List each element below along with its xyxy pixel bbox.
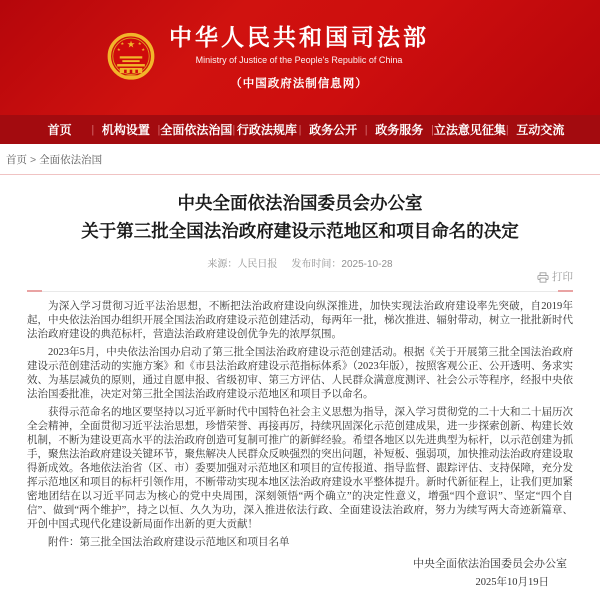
site-header <box>0 0 600 115</box>
nav-item-legislation-comments[interactable]: 立法意见征集 <box>433 123 506 137</box>
document-title <box>27 189 573 245</box>
svg-text:★: ★ <box>116 46 121 52</box>
nav-separator: | <box>91 123 95 136</box>
site-subtitle: （中国政府法制信息网） <box>230 77 368 90</box>
document-title-line1: 中央全面依法治国委员会办公室 <box>177 193 423 213</box>
ministry-title-en: Ministry of Justice of the People's Republic of China <box>195 54 403 65</box>
nav-item-home[interactable]: 首页 <box>47 123 72 137</box>
document-title-line2: 关于第三批全国法治政府建设示范地区和项目命名的决定 <box>81 221 519 241</box>
nav-item-org-setup[interactable]: 机构设置 <box>101 123 150 137</box>
signature-org: 中央全面依法治国委员会办公室 <box>413 558 567 570</box>
publish-time-label: 发布时间： <box>291 259 342 270</box>
breadcrumb-home-link[interactable]: 首页 <box>6 154 27 166</box>
nav-item-gov-open[interactable]: 政务公开 <box>309 123 358 137</box>
main-nav <box>0 115 600 144</box>
svg-text:★: ★ <box>137 40 142 46</box>
breadcrumb-separator: > <box>30 154 37 166</box>
svg-text:★: ★ <box>126 39 136 51</box>
breadcrumb-current-link[interactable]: 全面依法治国 <box>39 154 103 166</box>
nav-separator: | <box>157 123 161 136</box>
nav-item-interaction[interactable]: 互动交流 <box>516 123 565 137</box>
article-meta <box>27 255 573 270</box>
breadcrumb <box>0 144 600 175</box>
print-row <box>27 271 573 284</box>
paragraph-3: 获得示范命名的地区要坚持以习近平新时代中国特色社会主义思想为指导，深入学习贯彻党的二十大和二十届历次全会精神，全面贯彻习近平法治思想，珍惜荣誉、再接再厉，持续巩固深化示范创建成果，进一步探索创新、构建长效机制，不断为建设更高水平的法治政府创造可复制可推广的新鲜经验。希望各地区以先进典型为标杆，以示范创建为抓手，聚焦法治政府建设关键环节，聚焦解决人民群众反映强烈的突出问题，补短板、强弱项，加快推动法治政府建设取得新成效。各地依法治省（区、市）委要加强对示范地区和项目的宣传报道、指导监督、跟踪评估、支持保障，充分发挥示范地区和项目的标杆引领作用，不断带动实现本地区法治政府建设水平整体提升。新时代新征程上，让我们更加紧密地团结在以习近平同志为核心的党中央周围，深刻领悟“两个确立”的决定性意义，增强“四个意识”、坚定“四个自信”、做到“两个维护”，持之以恒、久久为功，深入推进依法行政、全面建设法治政府，努力为续写两大奇迹新篇章、开创中国式现代化建设新局面作出新的更大贡献！ <box>27 407 573 530</box>
signature-block <box>27 555 573 589</box>
nav-separator: | <box>430 123 434 136</box>
article-container <box>0 189 600 589</box>
nav-item-gov-services[interactable]: 政务服务 <box>375 123 424 137</box>
source-label: 来源： <box>207 259 238 270</box>
nav-separator: | <box>505 123 509 136</box>
source-value: 人民日报 <box>237 259 278 270</box>
attachment-line: 附件：第三批全国法治政府建设示范地区和项目名单 <box>48 537 290 548</box>
print-button[interactable] <box>537 271 573 284</box>
paragraph-1: 为深入学习贯彻习近平法治思想，不断把法治政府建设向纵深推进，加快实现法治政府建设率先突破，自2019年起，中央依法治国办组织开展全国法治政府建设示范创建活动，每两年一批，梯次推进、辐射带动，树立一批批新时代法治政府建设的典范标杆，营造法治政府建设创优争先的浓厚氛围。 <box>27 301 573 340</box>
svg-text:★: ★ <box>120 40 125 46</box>
svg-text:★: ★ <box>141 46 146 52</box>
nav-separator: | <box>232 123 236 136</box>
printer-icon <box>537 272 549 283</box>
nav-item-regulations-db[interactable]: 行政法规库 <box>236 123 297 137</box>
print-label: 打印 <box>552 271 573 283</box>
nav-separator: | <box>298 123 302 136</box>
nav-item-law-based-governance[interactable]: 全面依法治国 <box>160 123 233 137</box>
publish-time-value: 2025-10-28 <box>341 259 393 270</box>
meta-divider <box>27 290 573 292</box>
paragraph-2: 2023年5月，中央依法治国办启动了第三批全国法治政府建设示范创建活动。根据《关于开展第三批全国法治政府建设示范创建活动的实施方案》和《市县法治政府建设示范指标体系》（2023年版），按照客观公正、公开透明、务求实效、为基层减负的原则，通过自愿申报、省级初审、第三方评估、人民群众满意度测评、社会公示等程序，经报中央依法治国委批准，决定对第三批全国法治政府建设示范地区和项目予以命名。 <box>27 347 573 400</box>
nav-separator: | <box>364 123 368 136</box>
national-emblem-icon <box>105 29 157 87</box>
article-body <box>27 300 573 550</box>
ministry-title-cn: 中华人民共和国司法部 <box>169 24 429 50</box>
signature-date: 2025年10月19日 <box>475 577 549 588</box>
